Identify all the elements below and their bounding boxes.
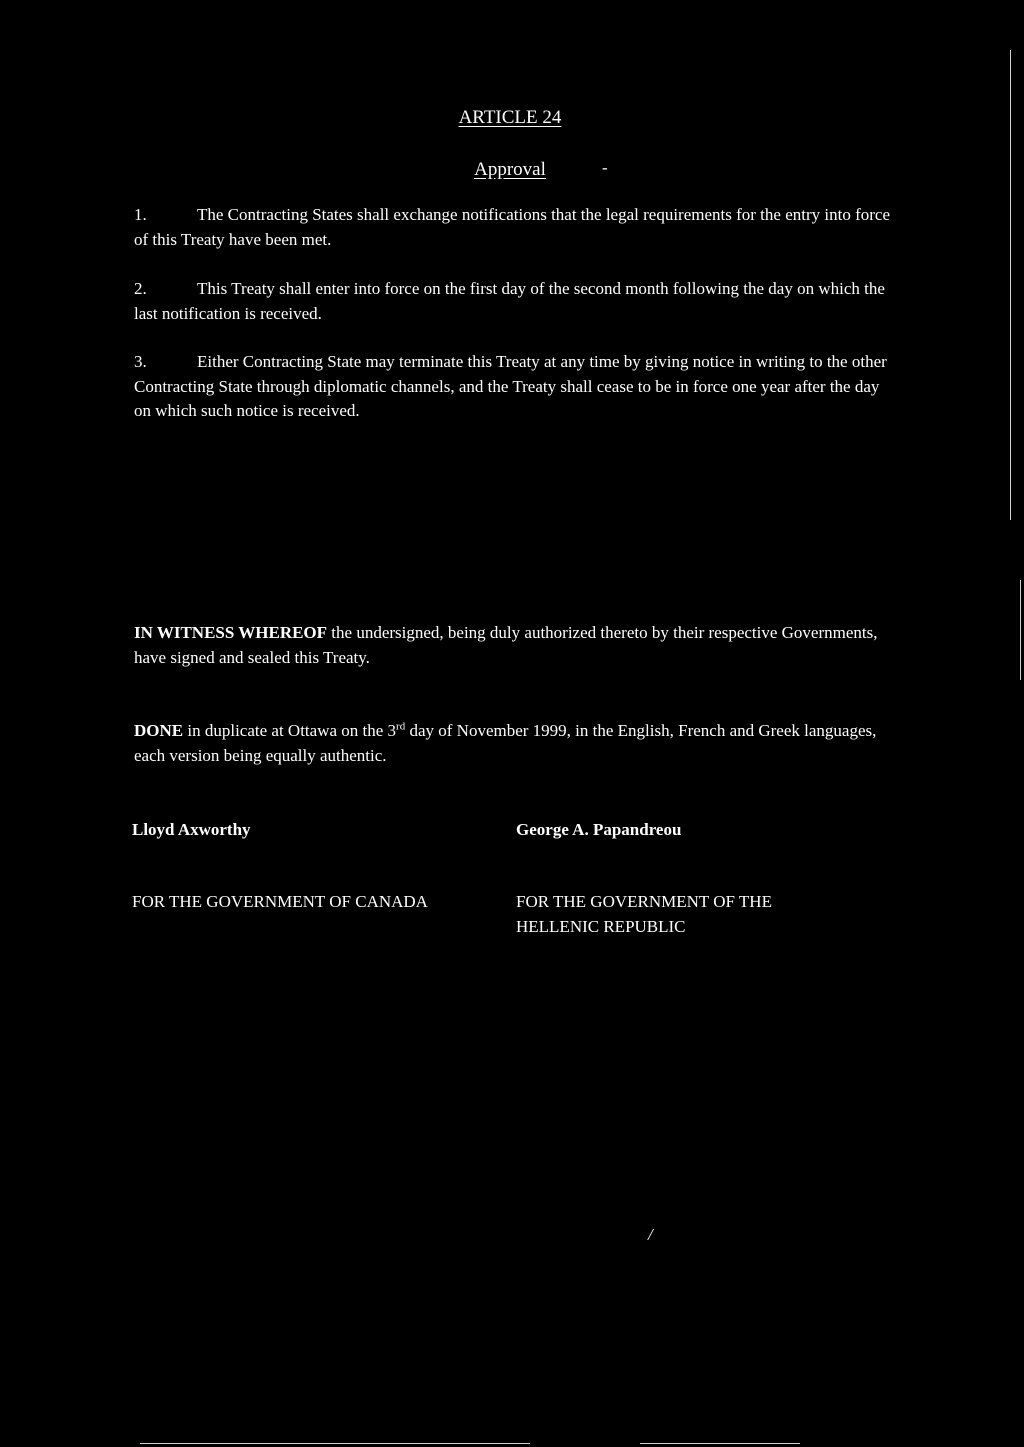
paragraph-number: 3.	[134, 352, 147, 371]
paragraph-text: This Treaty shall enter into force on the first day of the second month following the day on which the last notification is received.	[134, 279, 885, 323]
paragraph-number: 2.	[134, 279, 147, 298]
paragraph-3	[134, 350, 894, 424]
paragraph-2	[134, 277, 894, 326]
article-subheading: Approval	[474, 159, 546, 180]
paragraph-1	[134, 203, 894, 252]
scan-edge-line	[1020, 580, 1021, 680]
witness-clause	[134, 621, 894, 670]
done-lead: DONE	[134, 721, 184, 740]
paragraph-text: The Contracting States shall exchange notifications that the legal requirements for the entry into force of this Treaty have been met.	[134, 205, 890, 249]
done-superscript: rd	[396, 720, 406, 733]
article-heading: ARTICLE 24	[458, 107, 562, 128]
done-text-after: day of November 1999, in the English, French and Greek languages, each version being equally authentic.	[134, 721, 877, 765]
scan-bottom-line	[640, 1443, 800, 1444]
signatory-government-right: FOR THE GOVERNMENT OF THE HELLENIC REPUBLIC	[516, 892, 772, 936]
done-text-before: in duplicate at Ottawa on the 3	[183, 721, 397, 740]
witness-text: the undersigned, being duly authorized thereto by their respective Governments, have signed and sealed this Treaty.	[134, 623, 878, 667]
stray-slash-mark: /	[648, 1225, 653, 1244]
paragraph-text: Either Contracting State may terminate this Treaty at any time by giving notice in writing to the other Contracting State through diplomatic channels, and the Treaty shall cease to be in force one year after the day on which such notice is received.	[134, 352, 887, 420]
scan-edge-line	[1010, 50, 1011, 520]
signatory-government-left: FOR THE GOVERNMENT OF CANADA	[132, 892, 428, 911]
done-clause	[134, 719, 894, 768]
witness-lead: IN WITNESS WHEREOF	[134, 623, 328, 642]
stray-dash-mark: -	[602, 158, 608, 177]
scan-bottom-line	[140, 1443, 530, 1444]
signatory-name-left: Lloyd Axworthy	[132, 820, 251, 839]
paragraph-number: 1.	[134, 205, 147, 224]
signatory-name-right: George A. Papandreou	[516, 820, 682, 839]
